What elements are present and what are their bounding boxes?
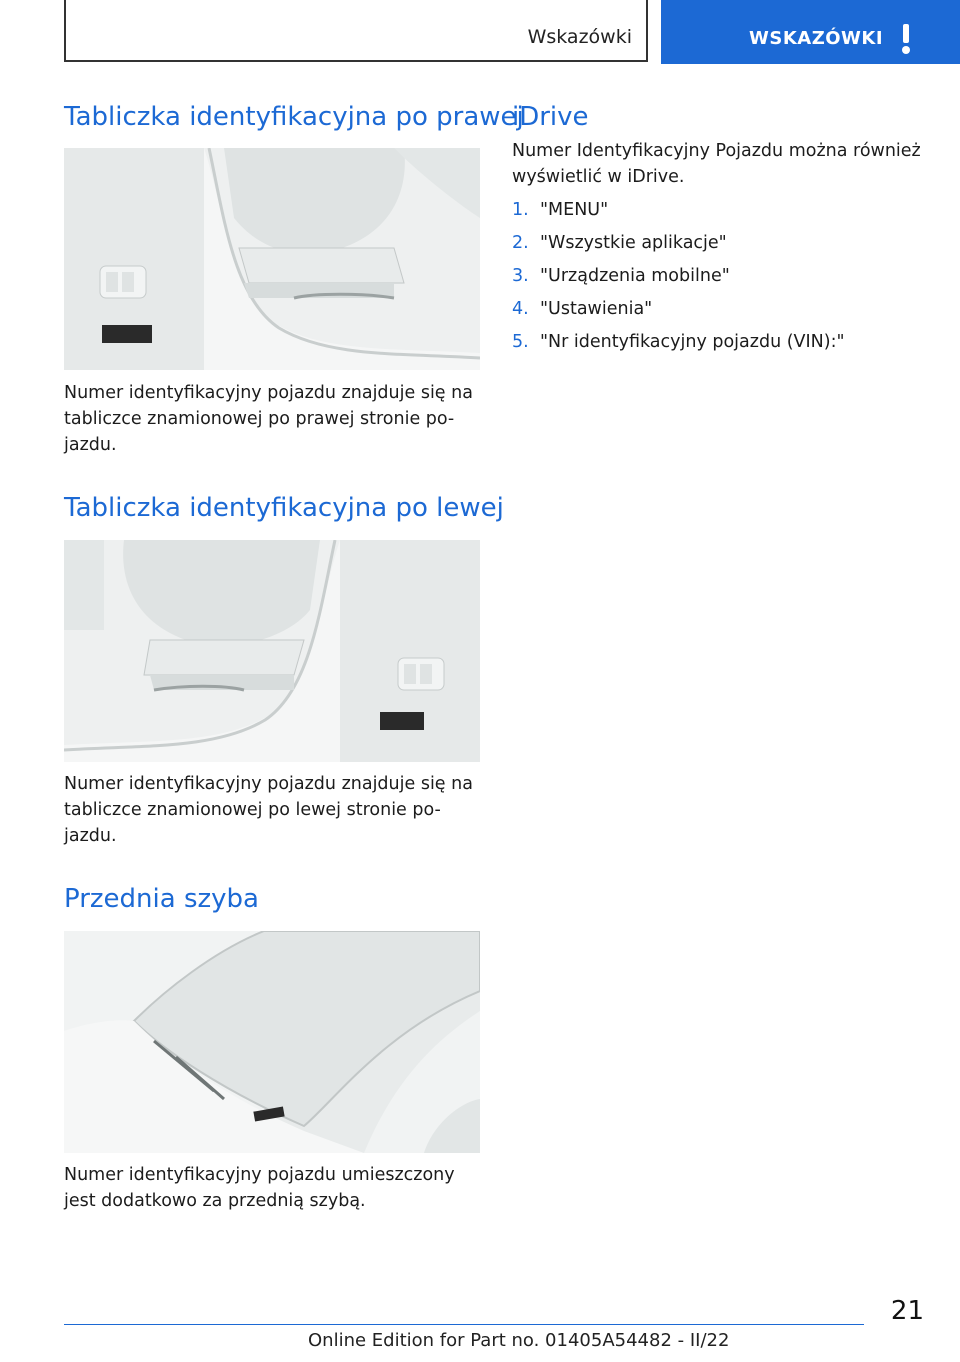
text-line: wyświetlić w iDrive. <box>512 167 685 187</box>
list-item <box>512 200 845 233</box>
chapter-title: WSKAZÓWKI <box>749 28 884 49</box>
text-line: Numer identyfikacyjny pojazdu znajduje się na <box>64 383 473 403</box>
heading-idrive: iDrive <box>512 102 589 132</box>
text-line: jazdu. <box>64 435 117 455</box>
text-line: Numer identyfikacyjny pojazdu umieszczony <box>64 1165 455 1185</box>
idrive-steps-list <box>512 200 845 365</box>
text-line: Numer identyfikacyjny pojazdu znajduje się na <box>64 774 473 794</box>
heading-left-plate: Tabliczka identyfikacyjna po lewej <box>64 493 504 523</box>
chapter-tab <box>661 0 960 64</box>
text-idrive-intro <box>512 138 921 190</box>
text-windscreen <box>64 1162 455 1214</box>
step-label: "Wszystkie aplikacje" <box>540 233 727 253</box>
text-line: tabliczce znamionowej po lewej stronie po- <box>64 800 441 820</box>
section-title: Wskazówki <box>527 26 632 48</box>
list-item <box>512 233 845 266</box>
step-number: 2. <box>512 233 529 253</box>
list-item <box>512 299 845 332</box>
list-item <box>512 332 845 365</box>
step-label: "Nr identyfikacyjny pojazdu (VIN):" <box>540 332 845 352</box>
step-label: "MENU" <box>540 200 609 220</box>
exclamation-icon <box>901 24 911 54</box>
photo-left-plate <box>64 540 480 762</box>
step-label: "Ustawienia" <box>540 299 653 319</box>
step-label: "Urządzenia mobilne" <box>540 266 730 286</box>
text-line: tabliczce znamionowej po prawej stronie po- <box>64 409 455 429</box>
heading-right-plate: Tabliczka identyfikacyjna po prawej <box>64 102 524 132</box>
text-left-plate <box>64 771 473 849</box>
photo-right-plate <box>64 148 480 370</box>
page-number: 21 <box>890 1296 924 1326</box>
step-number: 1. <box>512 200 529 220</box>
footer-divider <box>64 1324 864 1325</box>
text-line: jazdu. <box>64 826 117 846</box>
text-line: Numer Identyfikacyjny Pojazdu można również <box>512 141 921 161</box>
step-number: 5. <box>512 332 529 352</box>
heading-windscreen: Przednia szyba <box>64 884 259 914</box>
running-header <box>64 0 648 62</box>
photo-windscreen <box>64 931 480 1153</box>
step-number: 4. <box>512 299 529 319</box>
text-line: jest dodatkowo za przednią szybą. <box>64 1191 366 1211</box>
list-item <box>512 266 845 299</box>
text-right-plate <box>64 380 473 458</box>
step-number: 3. <box>512 266 529 286</box>
footer-edition: Online Edition for Part no. 01405A54482 - II/22 <box>308 1330 730 1351</box>
